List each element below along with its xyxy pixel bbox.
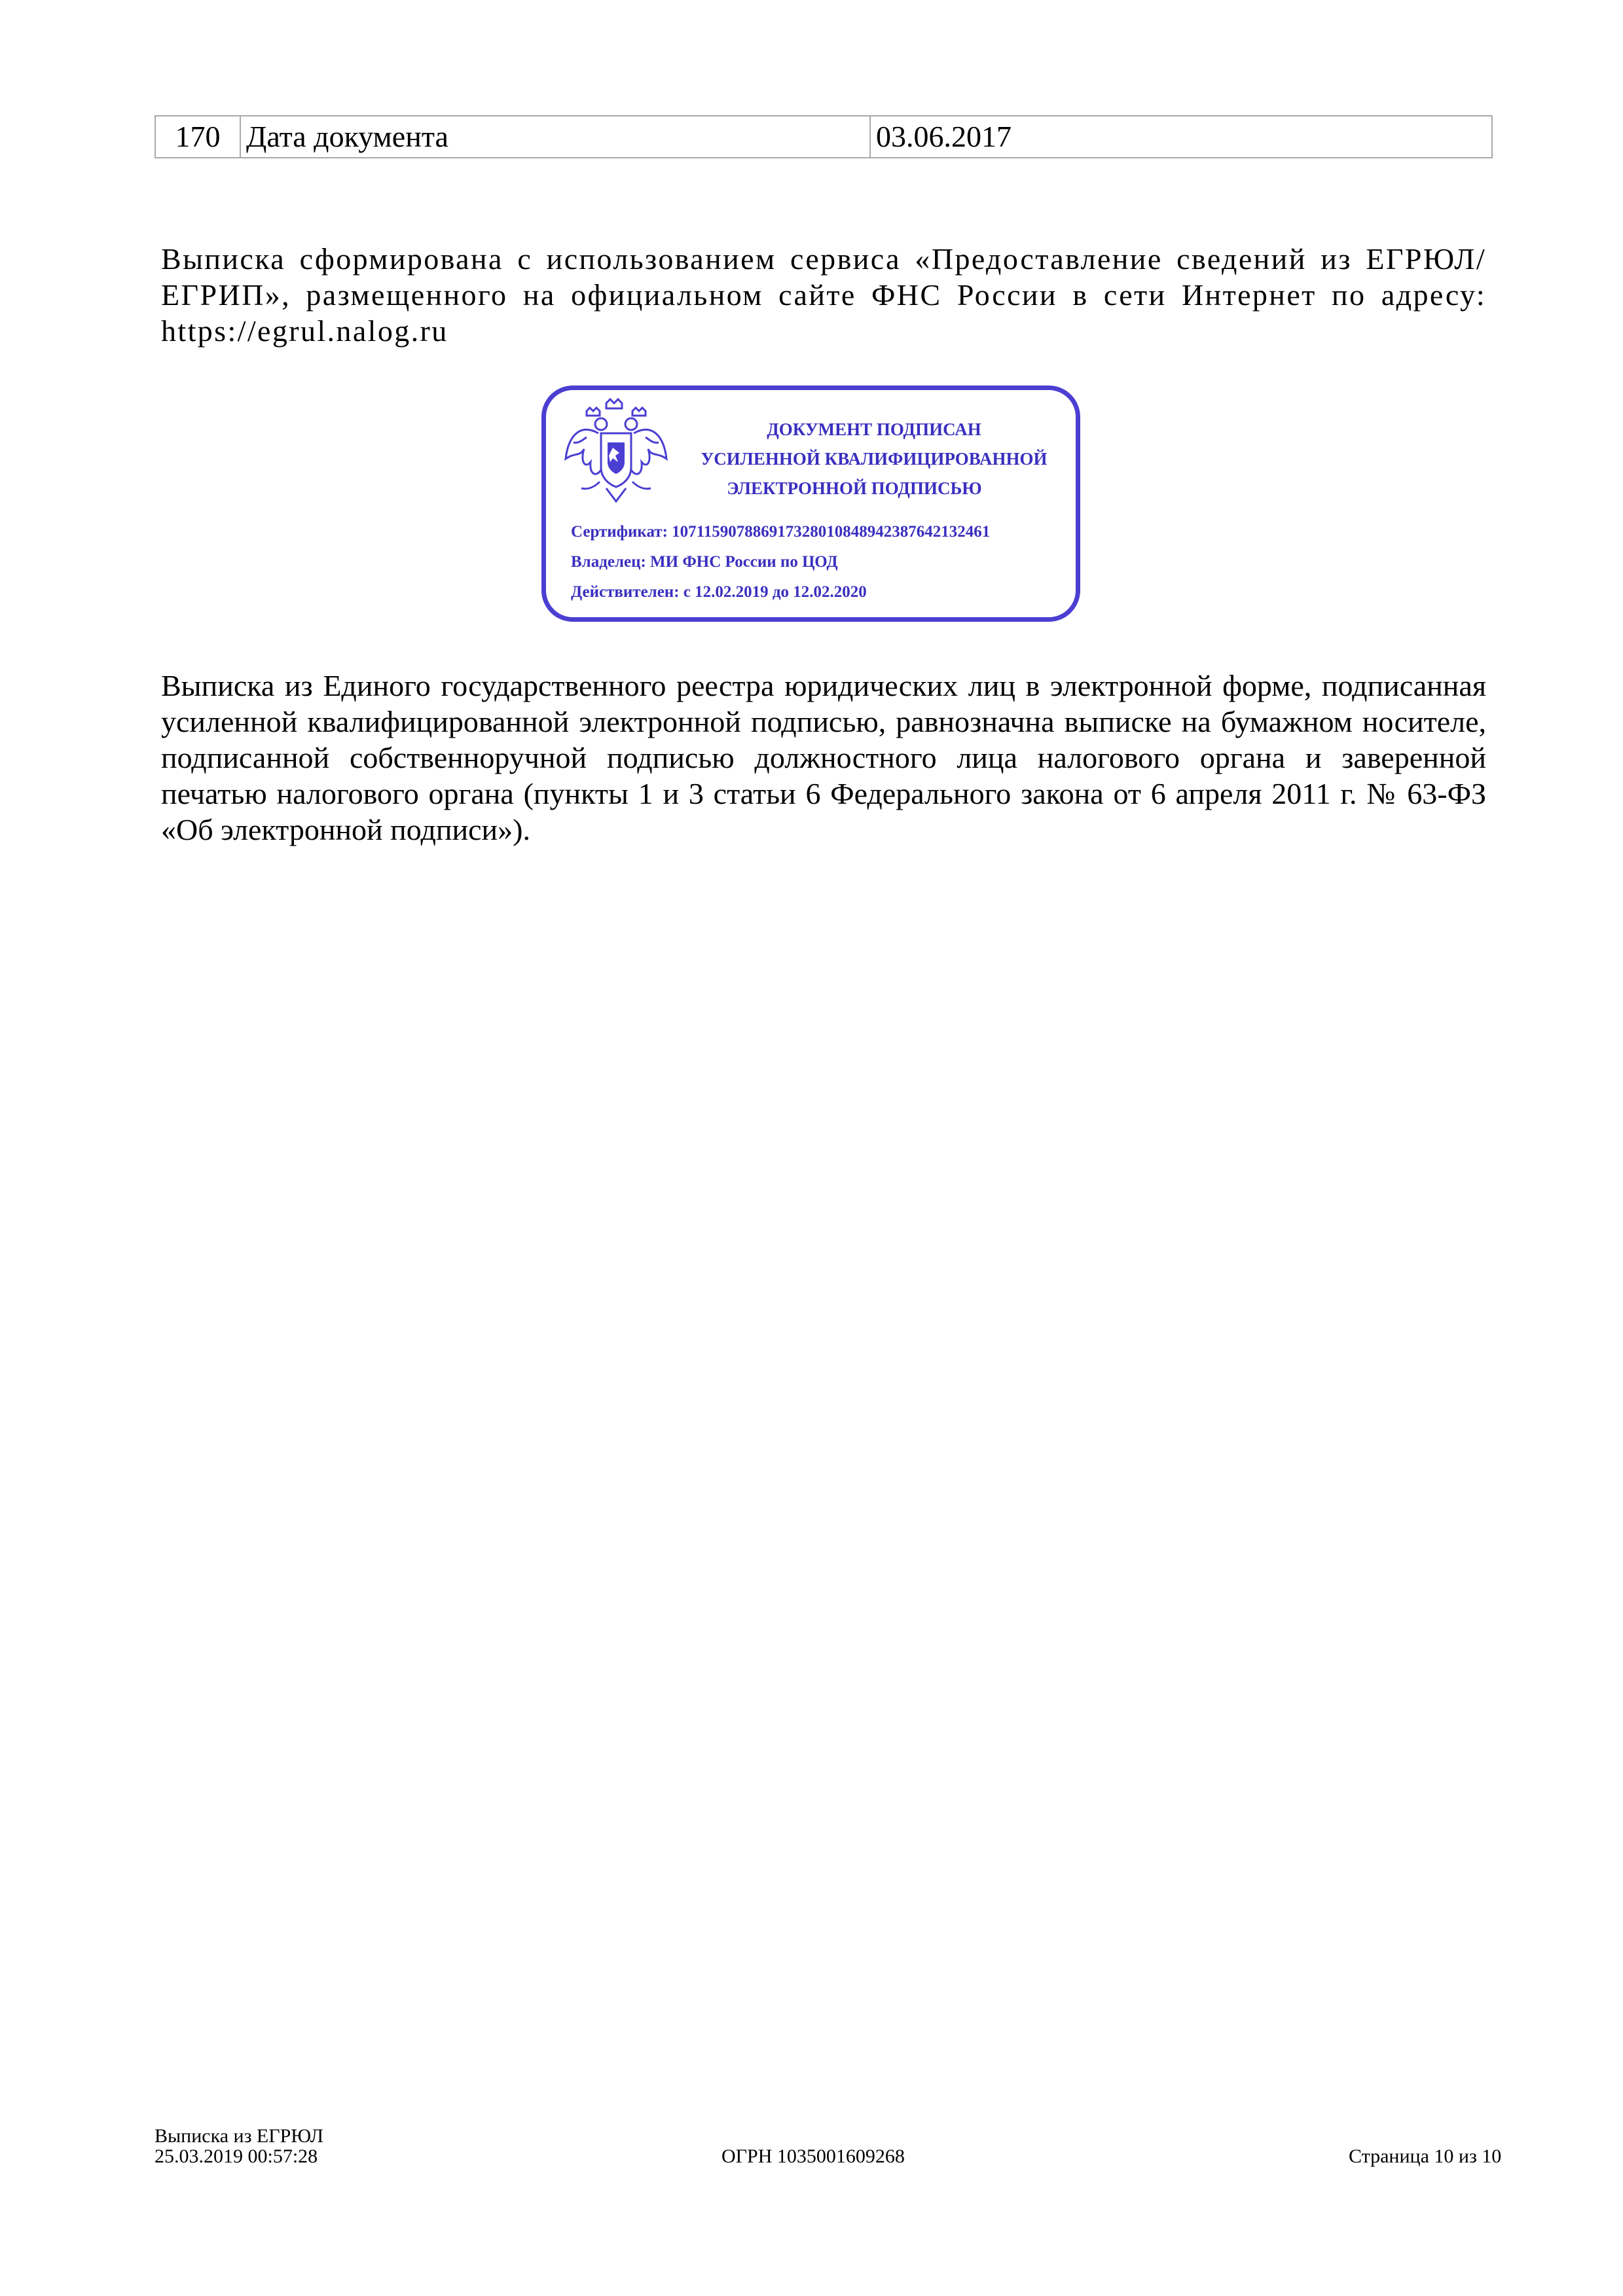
- stamp-title-line: ДОКУМЕНТ ПОДПИСАН: [767, 420, 981, 439]
- stamp-title-line: ЭЛЕКТРОННОЙ ПОДПИСЬЮ: [727, 478, 982, 498]
- certificate-owner: Владелец: МИ ФНС России по ЦОД: [571, 553, 838, 571]
- stamp-title-line: УСИЛЕННОЙ КВАЛИФИЦИРОВАННОЙ: [701, 449, 1048, 469]
- footer-page-number: Страница 10 из 10: [1349, 2145, 1502, 2167]
- certificate-validity: Действителен: с 12.02.2019 до 12.02.2020: [571, 583, 867, 601]
- stamp-details: [571, 517, 990, 607]
- table-row: [155, 116, 1492, 158]
- row-value: 03.06.2017: [870, 116, 1492, 158]
- footer-left: [155, 2126, 323, 2166]
- coat-of-arms-icon: [560, 397, 672, 505]
- footer-datetime: 25.03.2019 00:57:28: [155, 2145, 318, 2167]
- footer-doc-name: Выписка из ЕГРЮЛ: [155, 2125, 323, 2147]
- stamp-title: [668, 415, 1080, 503]
- legal-notice-paragraph: Выписка из Единого государственного реестра юридических лиц в электронной форме, подписанная усиленной квалифицированной электронной подписью, равнозначна выписке на бумажном носителе, подписанной собственноручной подписью должностного лица налогового органа и заверенной печатью налогового органа (пункты 1 и 3 статьи 6 Федерального закона от 6 апреля 2011 г. № 63-ФЗ «Об электронной подписи»).: [161, 669, 1486, 846]
- electronic-signature-stamp: [541, 386, 1080, 622]
- service-note-paragraph: Выписка сформирована с использованием сервиса «Предоставление сведений из ЕГРЮЛ/ЕГРИП», размещенного на официальном сайте ФНС России в сети Интернет по адресу: https://egrul.nalog.ru: [161, 242, 1486, 348]
- row-label: Дата документа: [240, 116, 870, 158]
- row-number: 170: [155, 116, 240, 158]
- footer-ogrn: ОГРН 1035001609268: [721, 2145, 905, 2167]
- info-table: [155, 115, 1493, 158]
- certificate-number: Сертификат: 107115907886917328010848942387642132461: [571, 523, 991, 541]
